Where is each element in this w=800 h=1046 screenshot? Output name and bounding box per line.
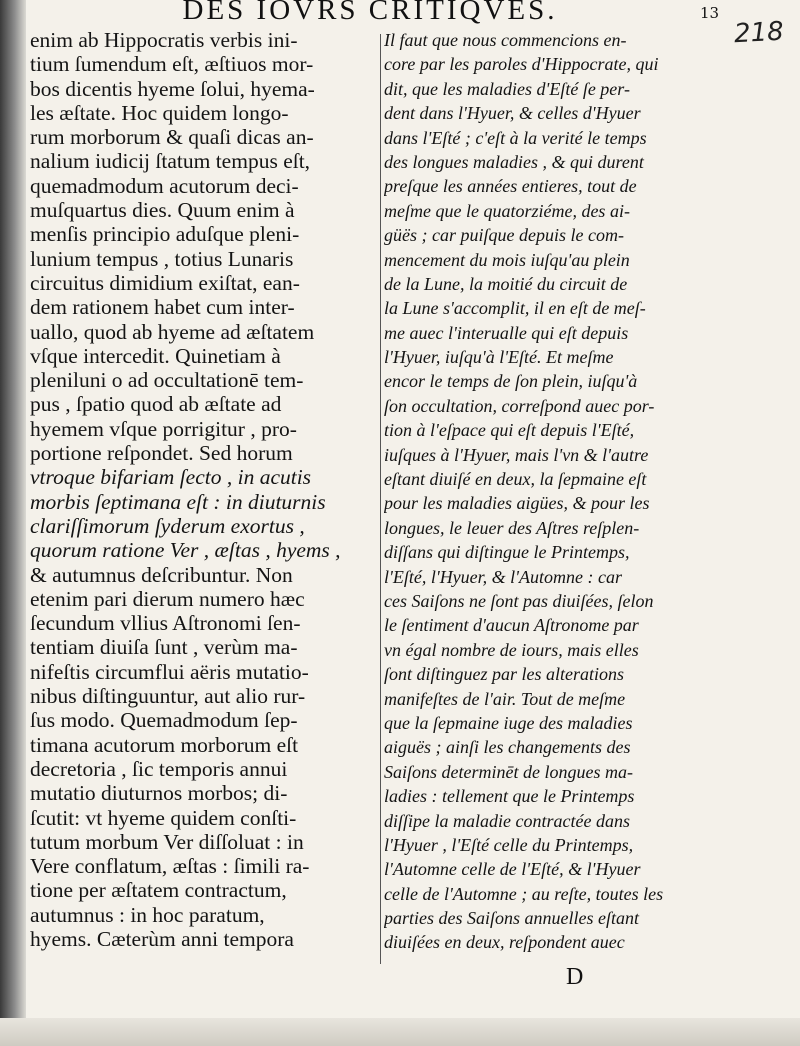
french-line: des longues maladies , & qui durent — [384, 151, 644, 172]
latin-line: & autumnus deſcribuntur. Non — [30, 562, 293, 587]
french-line: diſſans qui diſtingue le Printemps, — [384, 542, 630, 563]
french-line: de la Lune, la moitié du circuit de — [384, 273, 628, 294]
signature-mark: D — [566, 964, 584, 990]
handwritten-folio-number: 218 — [733, 16, 785, 50]
latin-line: nifeſtis circumflui aëris mutatio- — [30, 659, 309, 684]
latin-line: menſis principio aduſque pleni- — [30, 222, 300, 247]
french-line: Saiſons determinēt de longues ma- — [384, 761, 633, 782]
latin-line: Vere conflatum, æſtas : ſimili ra- — [30, 854, 310, 879]
book-spine-shadow — [0, 0, 26, 1046]
latin-line: nalium iudicij ſtatum tempus eſt, — [30, 149, 311, 174]
latin-line: tutum morbum Ver diſſoluat : in — [30, 829, 304, 854]
french-line: tion à l'eſpace qui eſt depuis l'Eſté, — [384, 420, 635, 441]
french-column — [384, 28, 724, 955]
latin-line: circuitus dimidium exiſtat, ean- — [30, 270, 300, 295]
page-number: 13 — [700, 4, 720, 22]
french-line: dans l'Eſté ; c'eſt à la verité le temps — [384, 127, 647, 148]
french-line: l'Eſté, l'Hyuer, & l'Automne : car — [384, 566, 622, 587]
french-line: celle de l'Automne ; au reſte, toutes les — [384, 883, 664, 904]
latin-line: muſquartus dies. Quum enim à — [30, 198, 295, 223]
french-line: que la ſepmaine iuge des maladies — [384, 712, 633, 733]
latin-line: tentiam diuiſa ſunt , verùm ma- — [30, 635, 298, 660]
french-line: me auec l'interualle qui eſt depuis — [384, 322, 629, 343]
latin-line: tione per æſtatem contractum, — [30, 878, 287, 903]
latin-line: mutatio diuturnos morbos; di- — [30, 781, 288, 806]
latin-line: timana acutorum morborum eſt — [30, 732, 299, 757]
page-bottom-edge — [0, 1018, 800, 1046]
latin-line: ſecundum vllius Aſtronomi ſen- — [30, 611, 301, 636]
latin-line: portione reſpondet. Sed horum — [30, 441, 293, 466]
french-line: eſtant diuiſé en deux, la ſepmaine eſt — [384, 469, 647, 490]
latin-column — [30, 28, 370, 951]
latin-line: lunium tempus , totius Lunaris — [30, 246, 294, 271]
latin-line: autumnus : in hoc paratum, — [30, 902, 265, 927]
french-line: ladies : tellement que le Printemps — [384, 786, 635, 807]
latin-line: rum morborum & quaſi dicas an- — [30, 125, 314, 150]
latin-line: etenim pari dierum numero hæc — [30, 586, 305, 611]
french-line: le ſentiment d'aucun Aſtronome par — [384, 615, 639, 636]
latin-line: hyems. Cæterùm anni tempora — [30, 926, 294, 951]
french-line: l'Hyuer , l'Eſté celle du Printemps, — [384, 834, 634, 855]
french-line: Il faut que nous commencions en- — [384, 30, 627, 50]
latin-line: enim ab Hippocratis verbis ini- — [30, 28, 298, 52]
french-line: dent dans l'Hyuer, & celles d'Hyuer — [384, 103, 641, 124]
latin-line: pus , ſpatio quod ab æſtate ad — [30, 392, 282, 417]
french-line: vn égal nombre de iours, mais elles — [384, 639, 639, 660]
latin-line-italic: vtroque bifariam ſecto , in acutis — [30, 465, 312, 490]
french-line: güës ; car puiſque depuis le com- — [384, 225, 624, 246]
french-line: meſme que le quatorziéme, des ai- — [384, 200, 630, 221]
french-line: iuſques à l'Hyuer, mais l'vn & l'autre — [384, 444, 649, 465]
latin-line: nibus diſtinguuntur, aut alio rur- — [30, 684, 306, 709]
french-line: aiguës ; ainſi les changements des — [384, 737, 631, 758]
french-line: ſon occultation, correſpond auec por- — [384, 395, 655, 416]
column-divider — [380, 34, 381, 964]
latin-line: decretoria , ſic temporis annui — [30, 756, 288, 781]
latin-line-italic: quorum ratione Ver , æſtas , hyems , — [30, 538, 341, 563]
french-line: core par les paroles d'Hippocrate, qui — [384, 54, 659, 75]
latin-line: hyemem vſque porrigitur , pro- — [30, 416, 297, 441]
latin-line: quemadmodum acutorum deci- — [30, 173, 299, 198]
latin-line: dem rationem habet cum inter- — [30, 295, 295, 320]
latin-line: bos dicentis hyeme ſolui, hyema- — [30, 76, 315, 101]
latin-line: tium ſumendum eſt, æſtiuos mor- — [30, 52, 314, 77]
french-line: diuiſées en deux, reſpondent auec — [384, 932, 625, 953]
french-line: l'Automne celle de l'Eſté, & l'Hyuer — [384, 859, 641, 880]
latin-line: uallo, quod ab hyeme ad æſtatem — [30, 319, 315, 344]
french-line: diſſipe la maladie contractée dans — [384, 810, 630, 831]
french-line: longues, le leuer des Aſtres reſplen- — [384, 517, 640, 538]
latin-line: ſus modo. Quemadmodum ſep- — [30, 708, 298, 733]
french-line: ſont diſtinguez par les alterations — [384, 664, 625, 685]
french-line: ces Saiſons ne ſont pas diuiſées, ſelon — [384, 590, 654, 611]
latin-line-italic: clariſſimorum ſyderum exortus , — [30, 513, 305, 538]
latin-line: pleniluni o ad occultationē tem- — [30, 368, 304, 393]
french-line: dit, que les maladies d'Eſté ſe per- — [384, 78, 630, 99]
french-line: l'Hyuer, iuſqu'à l'Eſté. Et meſme — [384, 347, 614, 368]
latin-line: ſcutit: vt hyeme quidem conſti- — [30, 805, 297, 830]
french-line: la Lune s'accomplit, il en eſt de meſ- — [384, 298, 646, 319]
latin-line: vſque intercedit. Quinetiam à — [30, 343, 281, 368]
french-line: preſque les années entieres, tout de — [384, 176, 637, 197]
latin-line-italic: morbis ſeptimana eſt : in diuturnis — [30, 489, 326, 514]
running-head: DES IOVRS CRITIQVES. — [182, 0, 558, 26]
latin-line: les æſtate. Hoc quidem longo- — [30, 100, 289, 125]
french-line: mencement du mois iuſqu'au plein — [384, 249, 630, 270]
french-line: encor le temps de ſon plein, iuſqu'à — [384, 371, 638, 392]
french-line: manifeſtes de l'air. Tout de meſme — [384, 688, 626, 709]
french-line: pour les maladies aigües, & pour les — [384, 493, 650, 514]
french-line: parties des Saiſons annuelles eſtant — [384, 908, 639, 929]
